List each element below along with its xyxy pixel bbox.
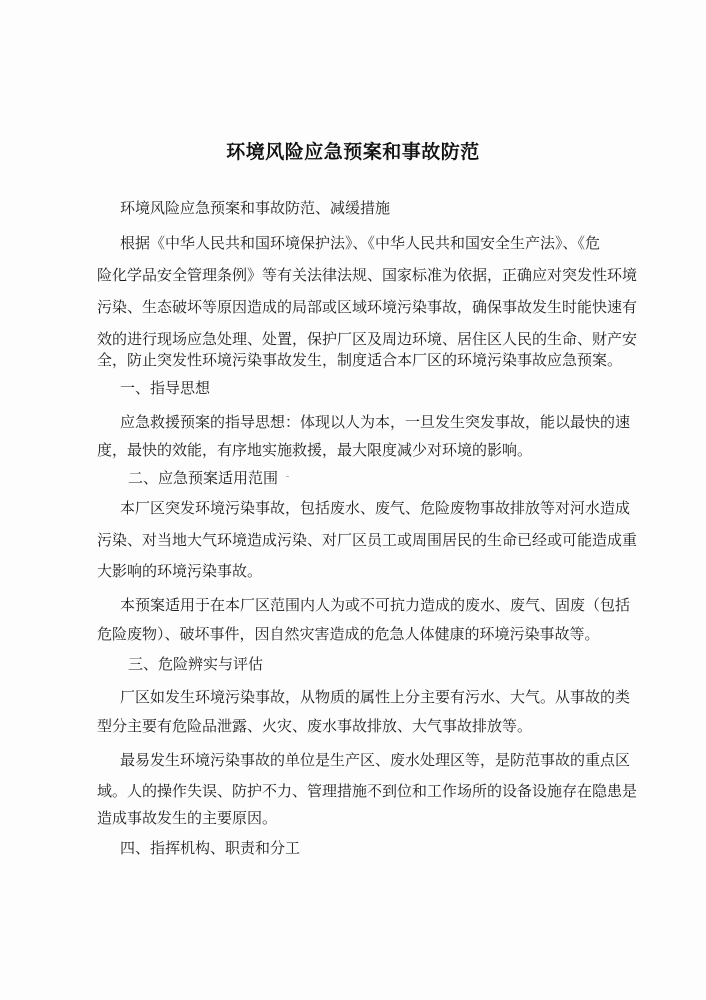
text-line: 度，最快的效能，有序地实施救援，最大限度减少对环境的影响。 <box>97 441 533 459</box>
text-line: 大影响的环境污染事故。 <box>97 562 263 580</box>
text-line: 根据《中华人民共和国环境保护法》、《中华人民共和国安全生产法》、《危 <box>120 234 601 252</box>
text-line: 环境风险应急预案和事故防范、减缓措施 <box>120 199 391 217</box>
scan-mark <box>286 476 289 477</box>
section-heading: 三、危险辨实与评估 <box>128 655 264 673</box>
section-heading: 二、应急预案适用范围 <box>128 469 279 487</box>
text-line: 本预案适用于在本厂区范围内人为或不可抗力造成的废水、废气、固废（包括 <box>120 596 631 614</box>
page-title: 环境风险应急预案和事故防范 <box>226 141 480 163</box>
text-line: 域。人的操作失误、防护不力、管理措施不到位和工作场所的设备设施存在隐患是 <box>97 782 638 800</box>
text-line: 危险废物）、破坏事件，因自然灾害造成的危急人体健康的环境污染事故等。 <box>97 625 600 643</box>
text-line: 造成事故发生的主要原因。 <box>97 809 278 827</box>
text-line: 应急救援预案的指导思想：体现以人为本，一旦发生突发事故，能以最快的速 <box>120 413 631 431</box>
text-line: 险化学品安全管理条例》等有关法律法规、国家标准为依据，正确应对突发性环境 <box>97 266 638 284</box>
text-line: 本厂区突发环境污染事故，包括废水、废气、危险废物事故排放等对河水造成 <box>120 499 631 517</box>
text-line: 污染、对当地大气环境造成污染、对厂区员工或周围居民的生命已经或可能造成重 <box>97 531 638 549</box>
text-line: 效的进行现场应急处理、处置，保护厂区及周边环境、居住区人民的生命、财产安 <box>97 330 638 348</box>
section-heading: 一、指导思想 <box>120 379 211 397</box>
text-line: 污染、生态破坏等原因造成的局部或区域环境污染事故，确保事故发生时能快速有 <box>97 298 638 316</box>
text-line: 全，防止突发性环境污染事故发生，制度适合本厂区的环境污染事故应急预案。 <box>97 351 623 369</box>
text-line: 厂区如发生环境污染事故，从物质的属性上分主要有污水、大气。从事故的类 <box>120 688 631 706</box>
text-line: 型分主要有危险品泄露、火灾、废水事故排放、大气事故排放等。 <box>97 717 533 735</box>
text-line: 最易发生环境污染事故的单位是生产区、废水处理区等，是防范事故的重点区 <box>120 751 631 769</box>
section-heading: 四、指挥机构、职责和分工 <box>120 839 301 857</box>
